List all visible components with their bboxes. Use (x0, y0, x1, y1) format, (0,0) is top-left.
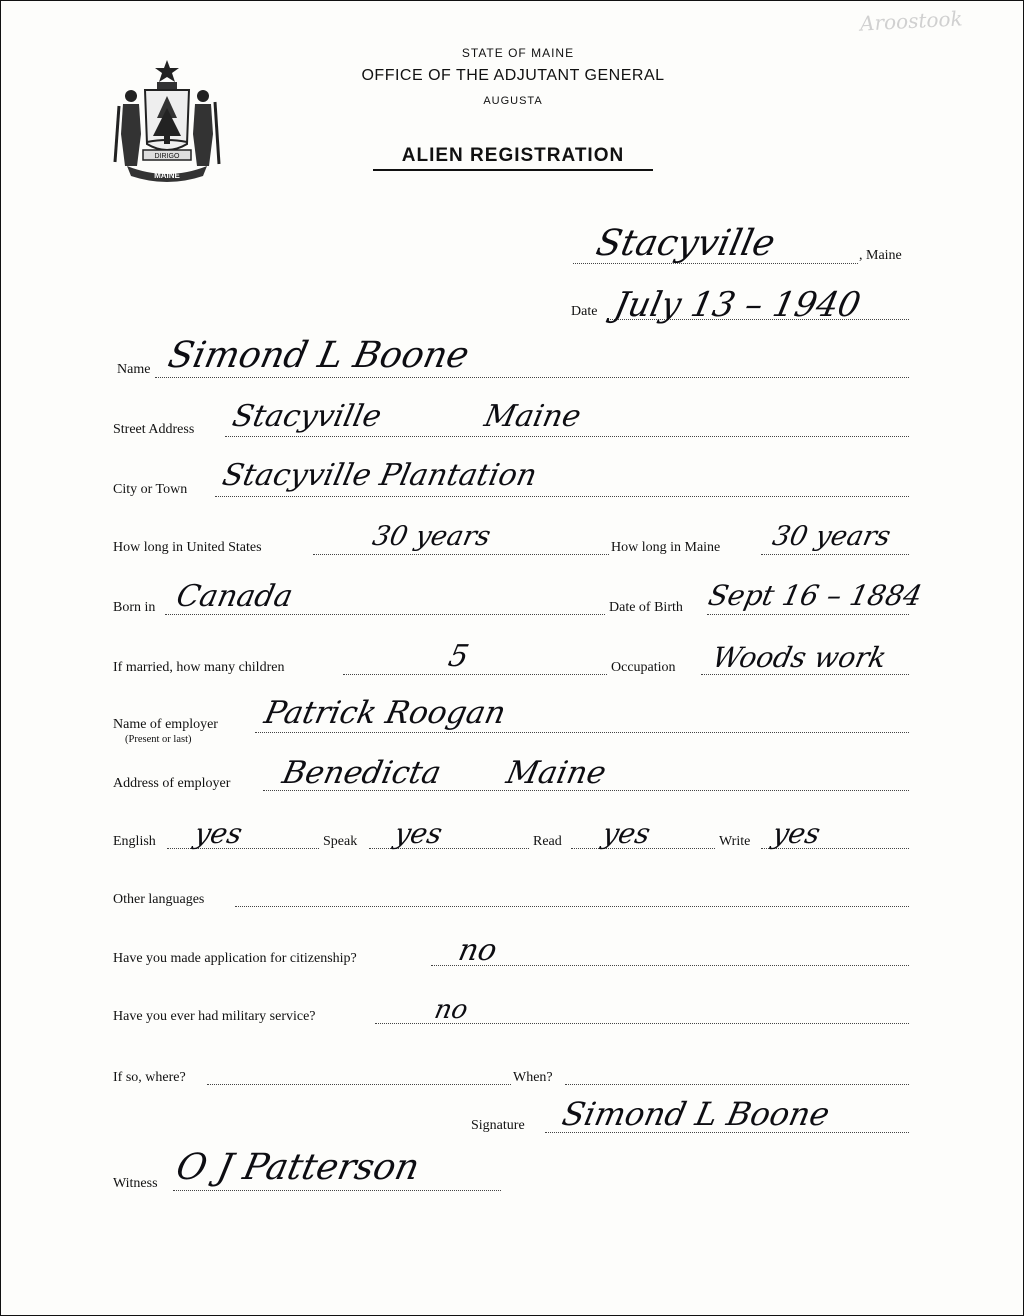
if-so-where-line (207, 1084, 511, 1085)
header-office: OFFICE OF THE ADJUTANT GENERAL (361, 67, 665, 84)
date-of-birth-label: Date of Birth (609, 600, 683, 615)
english-line (167, 848, 319, 849)
occupation-line (701, 674, 909, 675)
if-so-where-label: If so, where? (113, 1070, 186, 1085)
read-value: yes (599, 817, 654, 850)
english-label: English (113, 834, 156, 849)
title-underline (373, 169, 653, 171)
how-long-us-value: 30 years (369, 521, 494, 552)
street-address-label: Street Address (113, 422, 195, 437)
write-label: Write (719, 834, 751, 849)
how-long-maine-label: How long in Maine (611, 540, 721, 555)
signature-label: Signature (471, 1118, 525, 1133)
children-line (343, 674, 607, 675)
header-city: AUGUSTA (483, 95, 543, 107)
born-in-label: Born in (113, 600, 156, 615)
city-town-value: Stacyville Plantation (219, 458, 540, 493)
witness-value: O J Patterson (172, 1147, 424, 1188)
street-address-value-2: Maine (481, 399, 585, 434)
speak-label: Speak (323, 834, 358, 849)
street-address-line (225, 436, 909, 437)
children-label: If married, how many children (113, 660, 285, 675)
write-value: yes (769, 817, 824, 850)
employer-address-label: Address of employer (113, 776, 231, 791)
born-in-line (165, 614, 605, 615)
occupation-label: Occupation (611, 660, 676, 675)
english-value: yes (191, 817, 246, 850)
military-value: no (431, 995, 471, 1025)
read-label: Read (533, 834, 562, 849)
name-value: Simond L Boone (164, 335, 473, 376)
how-long-maine-value: 30 years (769, 521, 894, 552)
witness-label: Witness (113, 1176, 158, 1191)
employer-name-sublabel: (Present or last) (125, 734, 192, 745)
name-label: Name (117, 362, 151, 377)
maine-label: , Maine (859, 248, 902, 263)
form-title: ALIEN REGISTRATION (401, 145, 625, 166)
date-of-birth-value: Sept 16 – 1884 (705, 579, 926, 612)
employer-name-value: Patrick Roogan (261, 695, 509, 731)
other-languages-line (235, 906, 909, 907)
citizenship-value: no (455, 933, 501, 968)
city-town-line (215, 496, 909, 497)
speak-value: yes (391, 817, 446, 850)
how-long-maine-line (761, 554, 909, 555)
how-long-us-label: How long in United States (113, 540, 262, 555)
date-of-birth-line (707, 614, 909, 615)
witness-line (173, 1190, 501, 1191)
when-label: When? (513, 1070, 553, 1085)
name-line (155, 377, 909, 378)
citizenship-label: Have you made application for citizenship? (113, 951, 357, 966)
svg-text:DIRIGO: DIRIGO (154, 153, 180, 160)
date-value: July 13 – 1940 (610, 285, 865, 325)
svg-text:MAINE: MAINE (154, 171, 180, 180)
header-state: STATE OF MAINE (461, 46, 575, 60)
employer-name-label: Name of employer (113, 717, 218, 732)
signature-value: Simond L Boone (558, 1095, 834, 1133)
street-address-value-1: Stacyville (229, 399, 385, 434)
other-languages-label: Other languages (113, 892, 205, 907)
corner-pencil-note: Aroostook (859, 6, 964, 36)
city-town-label: City or Town (113, 482, 188, 497)
military-label: Have you ever had military service? (113, 1009, 316, 1024)
when-line (565, 1084, 909, 1085)
date-label: Date (571, 304, 598, 319)
how-long-us-line (313, 554, 609, 555)
town-value: Stacyville (592, 223, 779, 264)
employer-address-value-2: Maine (503, 755, 610, 791)
children-value: 5 (445, 639, 472, 674)
citizenship-line (431, 965, 909, 966)
born-in-value: Canada (173, 579, 296, 614)
employer-name-line (255, 732, 909, 733)
occupation-value: Woods work (709, 641, 890, 674)
employer-address-value-1: Benedicta (279, 755, 445, 791)
